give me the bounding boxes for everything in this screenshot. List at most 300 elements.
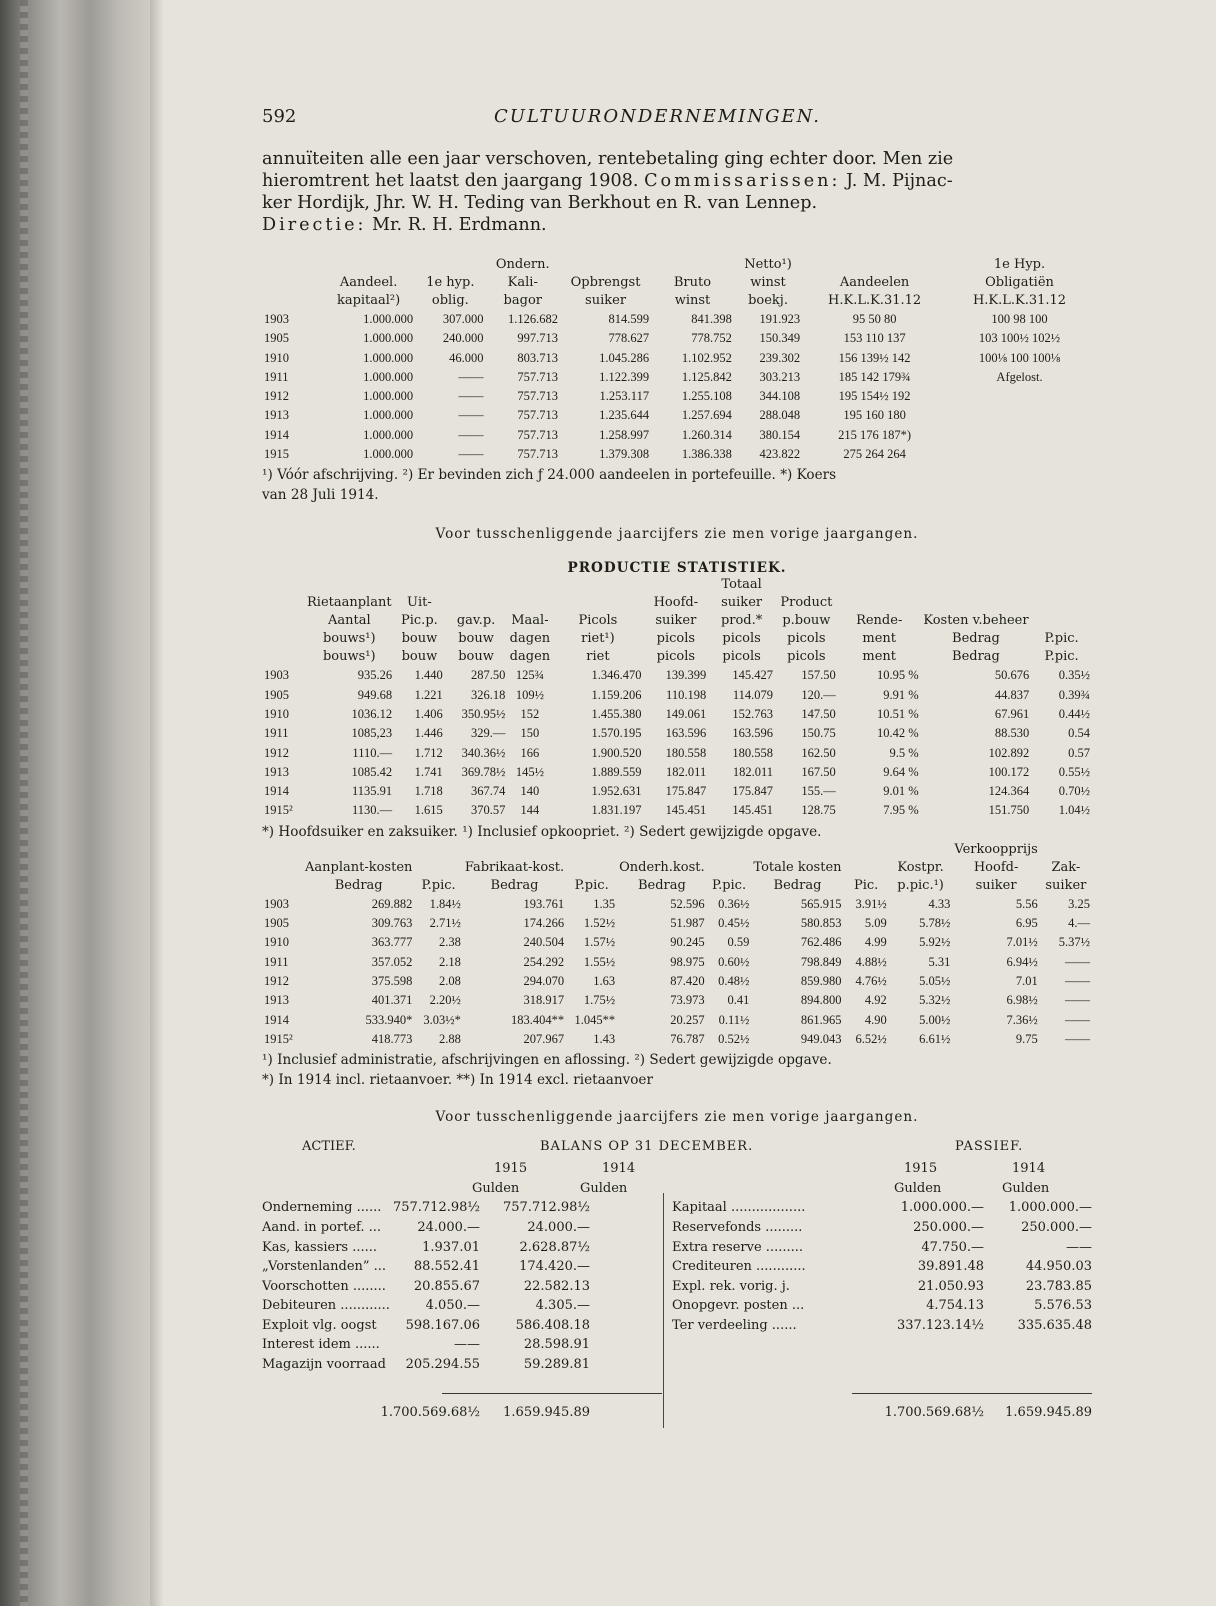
header-cell: [414, 859, 462, 877]
header-cell: [262, 877, 303, 895]
table-cell: 7.01½: [1006, 935, 1038, 950]
table-cell: 5.78½: [919, 916, 951, 931]
table-cell: 1.257.694: [681, 408, 732, 423]
table-cell: 207.967: [523, 1031, 565, 1046]
amount-1915: 250.000.—: [913, 1219, 984, 1235]
header-cell: [463, 841, 566, 859]
table-cell: 195 160 180: [843, 408, 906, 423]
activa-label: ACTIEF.: [302, 1139, 356, 1155]
amount-1914: 174.420.—: [519, 1259, 590, 1275]
table-cell: 4.76½: [855, 973, 887, 988]
header-cell: bouws¹): [322, 649, 376, 665]
table-cell: ——: [1065, 1031, 1090, 1046]
header-cell: Bedrag: [773, 877, 822, 893]
table-cell: 185 142 179¾: [838, 369, 911, 384]
balance-item-label: Expl. rek. vorig. j.: [672, 1278, 790, 1294]
header-cell: [838, 576, 921, 594]
balance-row: [672, 1277, 1092, 1297]
table-cell: 193.761: [523, 896, 565, 911]
table-cell: 1914: [264, 784, 289, 799]
balance-item-label: Interest idem ......: [262, 1337, 380, 1353]
table-cell: 6.61½: [919, 1031, 951, 1046]
table-cell: 153 110 137: [843, 331, 906, 346]
table-cell: 757.713: [517, 408, 559, 423]
header-cell: [889, 841, 953, 859]
header-cell: Product: [780, 595, 833, 611]
header-cell: [262, 256, 322, 274]
header-cell: ment: [862, 649, 897, 665]
table-cell: 1912: [264, 389, 289, 404]
header-cell: [262, 859, 303, 877]
table-cell: 0.52½: [718, 1031, 750, 1046]
table-cell: 4.92: [864, 993, 887, 1008]
header-cell: [1040, 841, 1092, 859]
table-cell: 2.20½: [429, 993, 461, 1008]
see-previous-note: Voor tusschenliggende jaarcijfers zie men vorige jaargangen.: [435, 526, 919, 543]
header-cell: [262, 648, 304, 666]
year-1914: 1914: [1012, 1161, 1046, 1177]
header-cell: [415, 256, 485, 274]
cost-table: [262, 841, 1092, 1049]
table-cell: 841.398: [691, 312, 732, 326]
header-cell: suiker: [1045, 877, 1087, 893]
table-cell: 88.530: [994, 726, 1030, 741]
table-row: [262, 782, 1092, 801]
table-cell: 4.88½: [855, 954, 887, 969]
header-row: [262, 576, 1092, 594]
table-cell: 3.03½*: [423, 1012, 461, 1027]
table-cell: 1.221: [414, 687, 443, 702]
table-cell: 120.—: [801, 687, 836, 702]
balance-item-label: Onderneming ......: [262, 1200, 382, 1216]
header-cell: bouw: [401, 631, 438, 647]
table-cell: 50.676: [994, 668, 1030, 683]
table-cell: 757.713: [517, 447, 559, 462]
table-cell: ——: [1065, 993, 1090, 1008]
balance-item-label: Reservefonds .........: [672, 1219, 803, 1235]
table-cell: 949.043: [800, 1031, 842, 1046]
table-cell: 418.773: [371, 1031, 413, 1046]
table-cell: 10.51 %: [877, 706, 919, 721]
header-cell: P.pic.: [421, 877, 456, 893]
page-content: [262, 100, 1092, 1429]
amount-1915: 39.891.48: [917, 1259, 984, 1275]
intro-line: [262, 170, 1092, 192]
scanned-page: [150, 0, 1216, 1606]
header-cell: Bedrag: [334, 877, 383, 893]
table-cell: 1.52½: [583, 916, 616, 931]
header-cell: P.pic.: [574, 877, 609, 893]
balance-row: [672, 1238, 1092, 1258]
header-cell: Opbrengst: [570, 275, 641, 290]
balance-item-label: Aand. in portef. ...: [262, 1219, 382, 1235]
table-cell: 215 176 187*): [838, 427, 912, 442]
header-cell: bagor: [503, 293, 542, 308]
table-cell: 3.91½: [855, 896, 887, 911]
table-cell: 1036.12: [351, 706, 393, 721]
header-cell: Onderh.kost.: [619, 859, 705, 875]
balance-item-label: Debiteuren ............: [262, 1298, 390, 1314]
table-cell: 145.451: [665, 803, 707, 818]
table-cell: 1913: [264, 993, 289, 1008]
amount-1914: 250.000.—: [1021, 1219, 1092, 1235]
amount-1914: 2.628.87½: [519, 1239, 590, 1255]
total-1915: 1.700.569.68½: [884, 1405, 984, 1421]
intro-text: Mr. R. H. Erdmann.: [372, 215, 547, 235]
header-cell: Bedrag: [490, 877, 539, 893]
financial-table: [262, 256, 1092, 464]
table-cell: 67.961: [994, 706, 1030, 721]
table-row: [262, 801, 1092, 820]
header-cell: Bruto: [673, 275, 712, 290]
table-cell: 369.78½: [461, 764, 506, 779]
header-cell: P.pic.: [1044, 631, 1079, 647]
table-cell: 175.847: [665, 784, 707, 799]
header-cell: 1e Hyp.: [993, 257, 1046, 272]
header-cell: [707, 841, 752, 859]
table-cell: 1910: [264, 935, 289, 950]
table-header: [262, 256, 1092, 310]
table-cell: 87.420: [670, 973, 705, 988]
table-cell: 288.048: [759, 408, 801, 423]
table-cell: 275 264 264: [843, 447, 906, 462]
table-cell: [947, 406, 1092, 425]
table-cell: 240.504: [523, 935, 565, 950]
page-number: 592: [262, 106, 297, 127]
year-header: [262, 1159, 662, 1179]
table-cell: 0.48½: [718, 973, 750, 988]
table-cell: 44.837: [994, 687, 1030, 702]
table-cell: 4.33: [928, 896, 951, 911]
table-cell: 580.853: [800, 916, 842, 931]
intro-text: ker Hordijk, Jhr. W. H. Teding van Berkhout en R. van Lennep.: [262, 193, 818, 213]
table-cell: 344.108: [759, 389, 801, 404]
total-1914: 1.659.945.89: [1005, 1405, 1092, 1421]
table-cell: 363.777: [371, 935, 413, 950]
intro-text: hieromtrent het laatst den jaargang 1908.: [262, 171, 639, 191]
header-cell: [322, 256, 415, 274]
table-cell: 1110.—: [352, 745, 393, 760]
table-cell: 1.000.000: [363, 369, 414, 384]
amount-1915: 598.167.06: [405, 1317, 480, 1333]
table-cell: ——: [458, 447, 484, 462]
table-cell: ——: [1065, 973, 1090, 988]
header-cell: [802, 256, 947, 274]
table-cell: 1.000.000: [363, 427, 414, 442]
header-cell: [507, 576, 552, 594]
table-cell: ——: [1065, 1012, 1090, 1027]
table-cell: ——: [458, 408, 484, 423]
header-cell: bouw: [458, 649, 494, 665]
header-row: [262, 292, 1092, 310]
table-cell: 949.68: [357, 687, 393, 702]
table-cell: 1.718: [414, 784, 443, 799]
table-cell: 5.31: [928, 954, 951, 969]
table-cell: 10.95 %: [877, 668, 919, 683]
amount-1915: 88.552.41: [413, 1259, 480, 1275]
table-cell: 997.713: [517, 331, 559, 346]
table-row: [262, 1030, 1092, 1049]
table-cell: 1.045.286: [599, 350, 650, 365]
table-cell: 309.763: [371, 916, 413, 931]
table-cell: 1.04½: [1058, 803, 1090, 818]
header-cell: [414, 841, 462, 859]
table-cell: 0.41: [727, 993, 750, 1008]
header-cell: picols: [656, 649, 696, 665]
table-cell: 0.54: [1068, 726, 1090, 741]
table-cell: 163.596: [665, 726, 707, 741]
table-cell: 182.011: [666, 764, 707, 779]
table-row: [262, 329, 1092, 348]
table-cell: 110.198: [666, 687, 707, 702]
amount-1915: 4.050.—: [425, 1298, 480, 1314]
unit-label: Gulden: [1002, 1180, 1050, 1196]
total-1914: 1.659.945.89: [503, 1405, 590, 1421]
table-cell: 1.126.682: [508, 312, 559, 326]
table-cell: 326.18: [471, 687, 506, 702]
table-cell: 1915: [264, 447, 289, 462]
commissarissen-label: Commissarissen:: [644, 171, 841, 191]
amount-1915: 4.754.13: [926, 1298, 984, 1314]
amount-1915: 337.123.14½: [896, 1317, 984, 1333]
table-cell: 357.052: [371, 954, 413, 969]
table-cell: 533.940*: [365, 1012, 413, 1027]
table-cell: 0.55½: [1058, 764, 1090, 779]
see-previous-note: Voor tusschenliggende jaarcijfers zie men vorige jaargangen.: [435, 1109, 919, 1126]
unit-label: Gulden: [894, 1180, 942, 1196]
table-cell: 5.09: [864, 916, 887, 931]
table-cell: 1.000.000: [363, 408, 414, 423]
table-cell: Afgelost.: [996, 369, 1043, 384]
header-row: [262, 859, 1092, 877]
table-cell: 1910: [264, 706, 289, 721]
table-cell: 340.36½: [461, 745, 506, 760]
table-cell: ——: [458, 427, 484, 442]
table-cell: 7.95 %: [883, 803, 919, 818]
table-cell: 0.60½: [718, 954, 750, 969]
table-cell: 140: [520, 784, 540, 799]
table-cell: 757.713: [517, 389, 559, 404]
table-cell: ——: [1065, 954, 1090, 969]
header-cell: Fabrikaat-kost.: [464, 859, 565, 875]
table-cell: 125¾: [515, 668, 544, 683]
table-footnote: ¹) Inclusief administratie, afschrijvingen en aflossing. ²) Sedert gewijzigde opgave.: [262, 1052, 832, 1069]
table-cell: 1.455.380: [591, 706, 642, 721]
table-body: [262, 666, 1092, 820]
table-cell: 1912: [264, 745, 289, 760]
table-cell: 9.91 %: [883, 687, 919, 702]
table-cell: 1913: [264, 408, 289, 423]
table-cell: 1905: [264, 687, 289, 702]
balance-item-label: Extra reserve .........: [672, 1239, 803, 1255]
table-cell: 145.451: [732, 803, 773, 818]
table-cell: 182.011: [732, 764, 773, 779]
header-row: [262, 274, 1092, 292]
balance-divider: [663, 1193, 664, 1428]
table-row: [262, 368, 1092, 387]
production-table: [262, 576, 1092, 820]
header-cell: [1031, 576, 1092, 594]
balance-item-label: Ter verdeeling ......: [672, 1317, 797, 1333]
header-cell: [838, 594, 921, 612]
table-body: [262, 310, 1092, 464]
table-cell: 4.90: [864, 1012, 887, 1027]
header-cell: [262, 576, 304, 594]
table-cell: 1.57½: [583, 935, 616, 950]
table-cell: [947, 445, 1092, 464]
header-cell: P.pic.: [711, 877, 747, 893]
header-cell: Aandeelen: [839, 275, 910, 290]
table-cell: 757.713: [517, 369, 559, 384]
table-cell: 73.973: [670, 993, 705, 1008]
table-cell: 5.56: [1015, 896, 1038, 911]
header-cell: prod.*: [720, 613, 763, 629]
amount-1915: 21.050.93: [917, 1278, 984, 1294]
year-1914: 1914: [602, 1161, 636, 1177]
header-cell: Kosten v.beheer: [923, 613, 1029, 629]
activa-column: [262, 1159, 662, 1375]
table-cell: 0.59: [727, 935, 750, 950]
header-cell: Totaal: [721, 577, 762, 593]
table-cell: [947, 426, 1092, 445]
table-cell: 175.847: [732, 784, 773, 799]
header-cell: [445, 594, 508, 612]
header-cell: Picols: [578, 613, 618, 629]
table-cell: ——: [458, 389, 484, 404]
amount-1914: 24.000.—: [527, 1219, 590, 1235]
table-cell: 1.346.470: [591, 668, 642, 683]
table-cell: 1915²: [264, 1031, 293, 1046]
header-cell: bouw: [458, 631, 494, 647]
activa-rows: [262, 1198, 662, 1374]
table-cell: 762.486: [800, 935, 842, 950]
header-cell: suiker: [975, 877, 1017, 893]
header-cell: Ondern.: [495, 257, 550, 272]
header-cell: kapitaal²): [336, 293, 401, 308]
table-cell: 861.965: [800, 1012, 842, 1027]
year-header: [672, 1159, 1092, 1179]
table-cell: 150.349: [759, 331, 801, 346]
table-cell: 894.800: [800, 993, 842, 1008]
table-cell: 757.713: [517, 427, 559, 442]
unit-label: Gulden: [580, 1180, 628, 1196]
table-cell: 803.713: [517, 350, 559, 365]
balance-row: [262, 1238, 662, 1258]
table-cell: 166: [520, 745, 540, 760]
table-cell: 1913: [264, 764, 289, 779]
header-cell: [262, 292, 322, 310]
amount-1915: 1.000.000.—: [900, 1200, 984, 1216]
header-cell: [566, 859, 617, 877]
header-row: [262, 630, 1092, 648]
amount-1914: 757.712.98½: [502, 1200, 590, 1216]
amount-1915: 1.937.01: [422, 1239, 480, 1255]
header-cell: Totale kosten: [753, 859, 842, 875]
table-cell: 6.98½: [1006, 993, 1038, 1008]
table-cell: 0.35½: [1058, 668, 1090, 683]
header-row: [262, 256, 1092, 274]
balance-item-label: Exploit vlg. oogst: [262, 1317, 377, 1333]
balance-row: [672, 1316, 1092, 1336]
table-cell: 6.52½: [855, 1031, 887, 1046]
passiva-total-rule: [852, 1393, 1092, 1394]
header-cell: Bedrag: [952, 631, 1000, 647]
table-cell: 1085.42: [351, 764, 393, 779]
table-cell: 1.000.000: [363, 312, 414, 326]
table-row: [262, 686, 1092, 705]
header-cell: [707, 859, 752, 877]
table-cell: 287.50: [471, 668, 506, 683]
header-cell: [921, 594, 1032, 612]
header-cell: Uit-: [407, 595, 432, 611]
table-cell: 103 100½ 102½: [978, 331, 1061, 346]
table-cell: 46.000: [449, 350, 484, 365]
header-cell: [844, 859, 889, 877]
header-cell: Hoofd-: [973, 859, 1019, 875]
table-cell: 114.079: [732, 687, 773, 702]
header-cell: [751, 841, 843, 859]
table-cell: 1903: [264, 312, 289, 326]
header-cell: riet¹): [581, 631, 615, 647]
header-cell: P.pic.: [1044, 649, 1079, 665]
table-cell: 1.000.000: [363, 350, 414, 365]
table-cell: 1.000.000: [363, 447, 414, 462]
table-cell: 350.95½: [461, 706, 506, 721]
header-cell: [394, 576, 445, 594]
table-cell: 1.55½: [583, 954, 616, 969]
table-cell: 778.627: [608, 331, 650, 346]
table-cell: 269.882: [371, 896, 413, 911]
header-cell: 1e hyp.: [426, 275, 475, 290]
table-row: [262, 933, 1092, 952]
header-cell: [303, 841, 414, 859]
table-cell: 95 50 80: [852, 312, 897, 326]
header-cell: Pic.: [853, 877, 879, 893]
table-cell: 167.50: [801, 764, 836, 779]
table-cell: 1.952.631: [591, 784, 642, 799]
table-cell: 240.000: [442, 331, 484, 346]
table-footnote: ¹) Vóór afschrijving. ²) Er bevinden zich ƒ 24.000 aandeelen in portefeuille. *) Koers: [262, 467, 837, 484]
table-cell: 1.000.000: [363, 389, 414, 404]
table-cell: 1.712: [414, 745, 443, 760]
header-cell: [617, 841, 707, 859]
table-row: [262, 953, 1092, 972]
header-cell: Bedrag: [952, 649, 1000, 665]
passiva-column: [672, 1159, 1092, 1335]
table-cell: 191.923: [759, 312, 801, 326]
amount-1915: 47.750.—: [921, 1239, 984, 1255]
header-cell: H.K.L.K.31.12: [828, 293, 922, 308]
intro-line: annuïteiten alle een jaar verschoven, rentebetaling ging echter door. Men zie: [262, 149, 954, 169]
table-cell: 155.—: [801, 784, 836, 799]
passiva-rows: [672, 1198, 1092, 1335]
table-cell: 1.43: [593, 1031, 616, 1046]
header-row: [262, 877, 1092, 895]
table-cell: 1903: [264, 896, 289, 911]
header-cell: Pic.p.: [401, 613, 438, 629]
header-cell: riet: [586, 649, 610, 665]
header-cell: gav.p.: [456, 613, 496, 629]
table-cell: 1903: [264, 668, 289, 683]
header-cell: [566, 841, 617, 859]
header-cell: bouws¹): [322, 631, 376, 647]
table-cell: 195 154½ 192: [838, 389, 911, 404]
table-row: [262, 387, 1092, 406]
table-footnote: van 28 Juli 1914.: [262, 487, 379, 504]
table-cell: 307.000: [442, 312, 484, 326]
header-cell: [304, 576, 394, 594]
table-cell: 380.154: [759, 427, 801, 442]
